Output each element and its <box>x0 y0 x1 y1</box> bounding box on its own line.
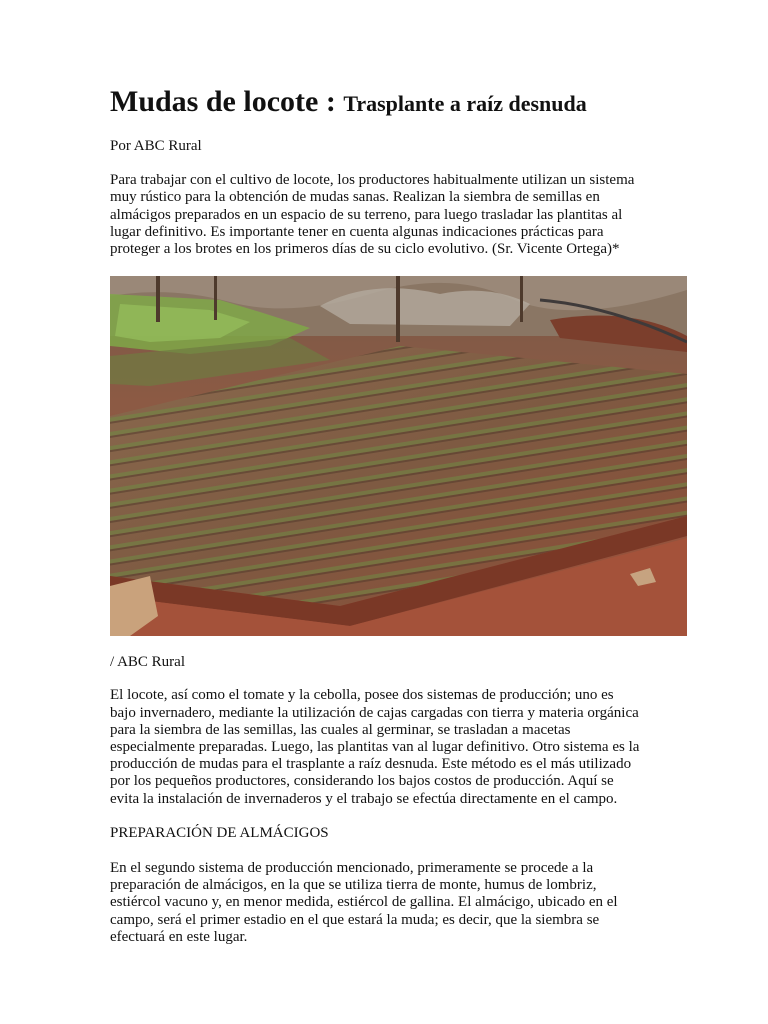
section-heading: PREPARACIÓN DE ALMÁCIGOS <box>110 824 329 841</box>
byline: Por ABC Rural <box>110 138 202 154</box>
seedbed-photo <box>110 276 687 636</box>
body-line: efectuará en este lugar. <box>110 928 248 945</box>
intro-paragraph <box>110 172 658 258</box>
body-line: El locote, así como el tomate y la cebolla, posee dos sistemas de producción; uno es <box>110 687 614 704</box>
body-line: especialmente preparadas. Luego, las plantitas van al lugar definitivo. Otro sistema es la <box>110 739 640 756</box>
intro-line: Para trabajar con el cultivo de locote, los productores habitualmente utilizan un sistema <box>110 172 635 189</box>
body-line: estiércol vacuno y, en menor medida, estiércol de gallina. El almácigo, ubicado en el <box>110 894 618 911</box>
body-line: En el segundo sistema de producción mencionado, primeramente se procede a la <box>110 860 594 877</box>
body-line: preparación de almácigos, en la que se utiliza tierra de monte, humus de lombriz, <box>110 877 597 894</box>
title-main: Mudas de locote : <box>110 85 336 118</box>
intro-line: muy rústico para la obtención de mudas sanas. Realizan la siembra de semillas en <box>110 189 600 206</box>
body-paragraph-2 <box>110 860 658 946</box>
body-line: para la siembra de las semillas, las cuales al germinar, se trasladan a macetas <box>110 721 571 738</box>
intro-line: proteger a los brotes en los primeros días de su ciclo evolutivo. (Sr. Vicente Ortega)* <box>110 241 620 258</box>
intro-line: almácigos preparados en un espacio de su terreno, para luego trasladar las plantitas al <box>110 206 623 223</box>
article <box>110 82 658 946</box>
body-line: bajo invernadero, mediante la utilización de cajas cargadas con tierra y materia orgánica <box>110 704 639 721</box>
body-line: por los pequeños productores, considerando los bajos costos de producción. Aquí se <box>110 773 614 790</box>
body-paragraph-1 <box>110 687 658 807</box>
body-line: campo, será el primer estadio en el que estará la muda; es decir, que la siembra se <box>110 911 600 928</box>
title-subtitle: Trasplante a raíz desnuda <box>343 91 587 116</box>
body-line: evita la instalación de invernaderos y el trabajo se efectúa directamente en el campo. <box>110 790 618 807</box>
photo-caption: / ABC Rural <box>110 654 186 671</box>
article-title <box>110 82 658 124</box>
intro-line: lugar definitivo. Es importante tener en cuenta algunas indicaciones prácticas para <box>110 223 604 240</box>
body-line: producción de mudas para el trasplante a raíz desnuda. Este método es el más utilizado <box>110 756 632 773</box>
